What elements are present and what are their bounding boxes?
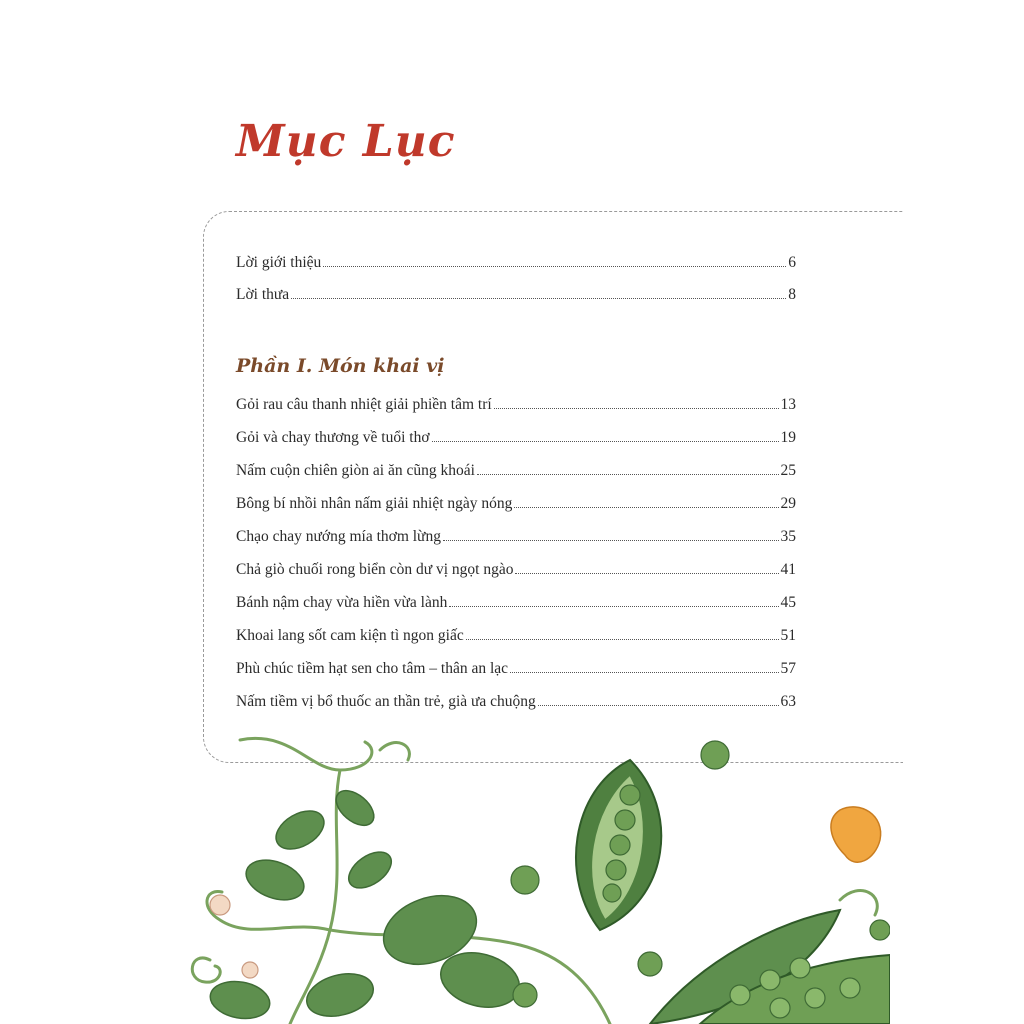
toc-entry[interactable] xyxy=(236,658,796,680)
pea-flower xyxy=(210,895,230,915)
toc-entry-label: Nấm cuộn chiên giòn ai ăn cũng khoái xyxy=(236,462,475,479)
pea xyxy=(513,983,537,1007)
toc-entry-label: Chả giò chuối rong biển còn dư vị ngọt ngào xyxy=(236,561,514,578)
tendril xyxy=(840,891,877,915)
toc-entry[interactable] xyxy=(236,592,796,614)
toc-entry-page: 57 xyxy=(780,660,796,677)
toc-entry-page: 45 xyxy=(780,594,796,611)
toc-entry-page: 29 xyxy=(780,495,796,512)
toc-entry[interactable] xyxy=(236,559,796,581)
pea xyxy=(760,970,780,990)
toc-entry-label: Lời thưa xyxy=(236,286,290,303)
toc-entry[interactable] xyxy=(236,460,796,482)
toc-entry-page: 35 xyxy=(780,528,796,545)
leaves xyxy=(207,784,525,1023)
pea-flower xyxy=(242,962,258,978)
tendril xyxy=(380,743,409,760)
open-pea-pod xyxy=(576,760,661,930)
dot-leader xyxy=(477,474,779,475)
pea xyxy=(603,884,621,902)
toc-entry-page: 8 xyxy=(788,286,796,303)
dot-leader xyxy=(432,441,779,442)
pea xyxy=(770,998,790,1018)
toc-entry[interactable] xyxy=(236,427,796,449)
pea xyxy=(805,988,825,1008)
toc-entry-page: 6 xyxy=(788,254,796,271)
toc-entry[interactable] xyxy=(236,394,796,416)
section-heading: Phần I. Món khai vị xyxy=(236,355,445,377)
dot-leader xyxy=(443,540,779,541)
toc-entry-page: 25 xyxy=(780,462,796,479)
toc-entry-page: 41 xyxy=(780,561,796,578)
toc-entry-label: Nấm tiềm vị bổ thuốc an thần trẻ, già ưa chuộng xyxy=(236,693,536,710)
toc-entry[interactable] xyxy=(236,691,796,713)
dot-leader xyxy=(291,298,786,299)
leaf xyxy=(207,977,272,1023)
toc-entry-page: 13 xyxy=(780,396,796,413)
pea xyxy=(840,978,860,998)
dot-leader xyxy=(515,573,778,574)
toc-entry-label: Chạo chay nướng mía thơm lừng xyxy=(236,528,441,545)
toc-entry-label: Phù chúc tiềm hạt sen cho tâm – thân an lạc xyxy=(236,660,509,677)
toc-entry-page: 19 xyxy=(780,429,796,446)
dot-leader xyxy=(514,507,778,508)
toc-entry-thanks[interactable] xyxy=(236,284,796,306)
tendril xyxy=(192,958,220,982)
pea xyxy=(701,741,729,769)
dot-leader xyxy=(466,639,779,640)
pea xyxy=(620,785,640,805)
dot-leader xyxy=(510,672,778,673)
toc-entry-label: Gỏi và chay thương về tuổi thơ xyxy=(236,429,430,446)
tendril xyxy=(240,738,372,770)
leaf xyxy=(342,845,397,895)
toc-entry-label: Bánh nậm chay vừa hiền vừa lành xyxy=(236,594,448,611)
dot-leader xyxy=(494,408,779,409)
dot-leader xyxy=(323,266,786,267)
toc-entry-page: 63 xyxy=(780,693,796,710)
toc-entry-intro[interactable] xyxy=(236,252,796,274)
toc-entry[interactable] xyxy=(236,493,796,515)
toc-entry[interactable] xyxy=(236,625,796,647)
dot-leader xyxy=(538,705,779,706)
leaf xyxy=(269,803,330,857)
toc-entry-label: Bông bí nhồi nhân nấm giải nhiệt ngày nóng xyxy=(236,495,513,512)
pea xyxy=(870,920,890,940)
pea xyxy=(615,810,635,830)
toc-entry-label: Gỏi rau câu thanh nhiệt giải phiền tâm trí xyxy=(236,396,492,413)
toc-entry[interactable] xyxy=(236,526,796,548)
toc-entry-label: Khoai lang sốt cam kiện tì ngon giấc xyxy=(236,627,464,644)
dot-leader xyxy=(449,606,778,607)
pea xyxy=(610,835,630,855)
pea-plant-illustration xyxy=(180,730,890,1024)
page-title: Mục Lục xyxy=(236,116,456,167)
toc-entry-label: Lời giới thiệu xyxy=(236,254,322,271)
pea xyxy=(638,952,662,976)
pea xyxy=(511,866,539,894)
pea xyxy=(606,860,626,880)
leaf xyxy=(241,853,310,907)
pea xyxy=(730,985,750,1005)
closed-pea-pods xyxy=(650,910,890,1024)
squash-blossom xyxy=(831,807,881,862)
toc-entry-page: 51 xyxy=(780,627,796,644)
pea xyxy=(790,958,810,978)
